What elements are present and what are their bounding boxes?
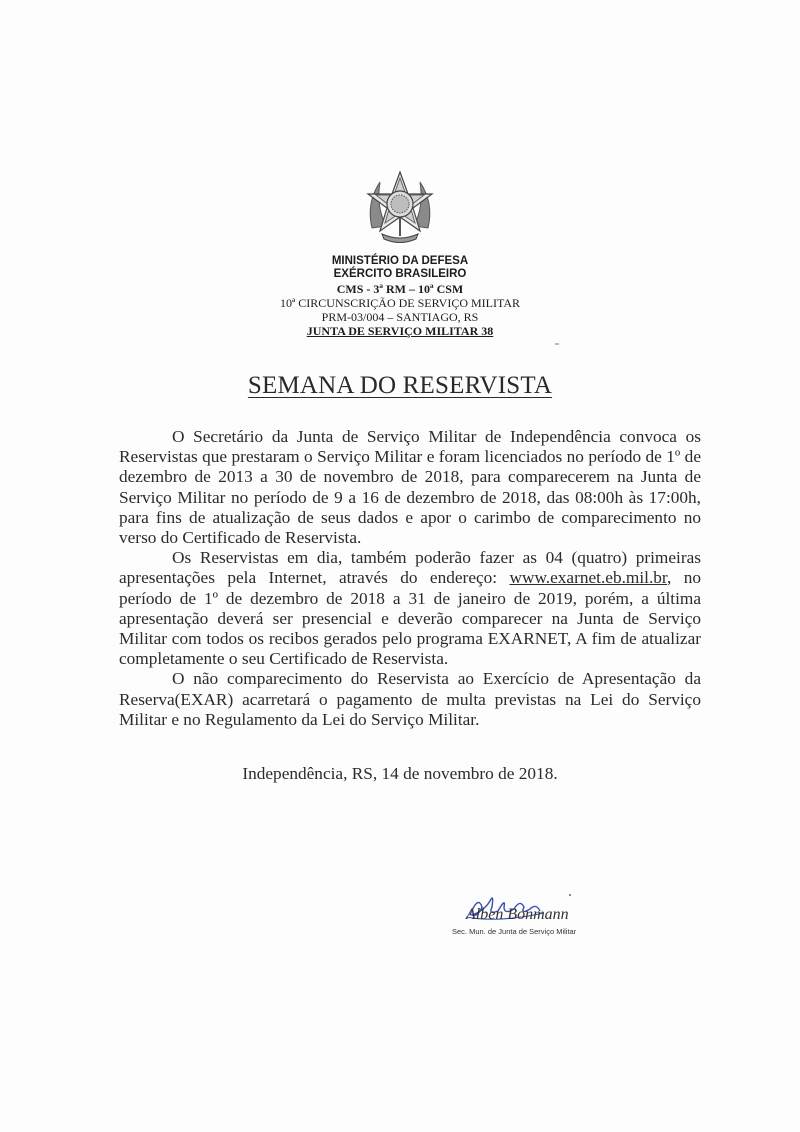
header-circunscricao: 10ª CIRCUNSCRIÇÃO DE SERVIÇO MILITAR xyxy=(279,296,521,310)
paragraph-internet: Os Reservistas em dia, também poderão fazer as 04 (quatro) primeiras apresentações pela Internet, através do endereço: www.exarnet.eb.mil.br, no período de 1º de dezembro de 2018 a 31 de janeiro de 2019, porém, a última apresentação deverá ser presencial e deverão comparecer na Junta de Serviço Militar com todos os recibos gerados pelo programa EXARNET, A fim de atualizar completamente o seu Certificado de Reservista. xyxy=(119,548,701,669)
header-army: EXÉRCITO BRASILEIRO xyxy=(333,268,467,280)
document-title: SEMANA DO RESERVISTA xyxy=(247,372,553,399)
body-text xyxy=(119,427,701,730)
paragraph-convocation: O Secretário da Junta de Serviço Militar de Independência convoca os Reservistas que prestaram o Serviço Militar e foram licenciados no período de 1º de dezembro de 2013 a 30 de novembro de 2018, para comparecerem na Junta de Serviço Militar no período de 9 a 16 de dezembro de 2018, das 08:00h às 17:00h, para fins de atualização de seus dados e apor o carimbo de comparecimento no verso do Certificado de Reservista. xyxy=(119,427,701,548)
coat-of-arms-icon xyxy=(362,168,438,250)
paragraph-penalty: O não comparecimento do Reservista ao Exercício de Apresentação da Reserva(EXAR) acarretará o pagamento de multa previstas na Lei do Serviço Militar e no Regulamento da Lei do Serviço Militar. xyxy=(119,669,701,729)
signer-name: Alben Bonmann xyxy=(466,906,569,923)
scan-speck xyxy=(555,343,559,345)
header-cms: CMS - 3ª RM – 10ª CSM xyxy=(336,282,464,296)
header-ministry: MINISTÉRIO DA DEFESA xyxy=(331,255,469,267)
exarnet-link[interactable]: www.exarnet.eb.mil.br xyxy=(509,568,667,588)
header-prm: PRM-03/004 – SANTIAGO, RS xyxy=(321,310,479,324)
dateline: Independência, RS, 14 de novembro de 2018. xyxy=(242,764,558,783)
signer-role: Sec. Mun. de Junta de Serviço Militar xyxy=(452,927,577,936)
header-junta: JUNTA DE SERVIÇO MILITAR 38 xyxy=(306,324,494,338)
